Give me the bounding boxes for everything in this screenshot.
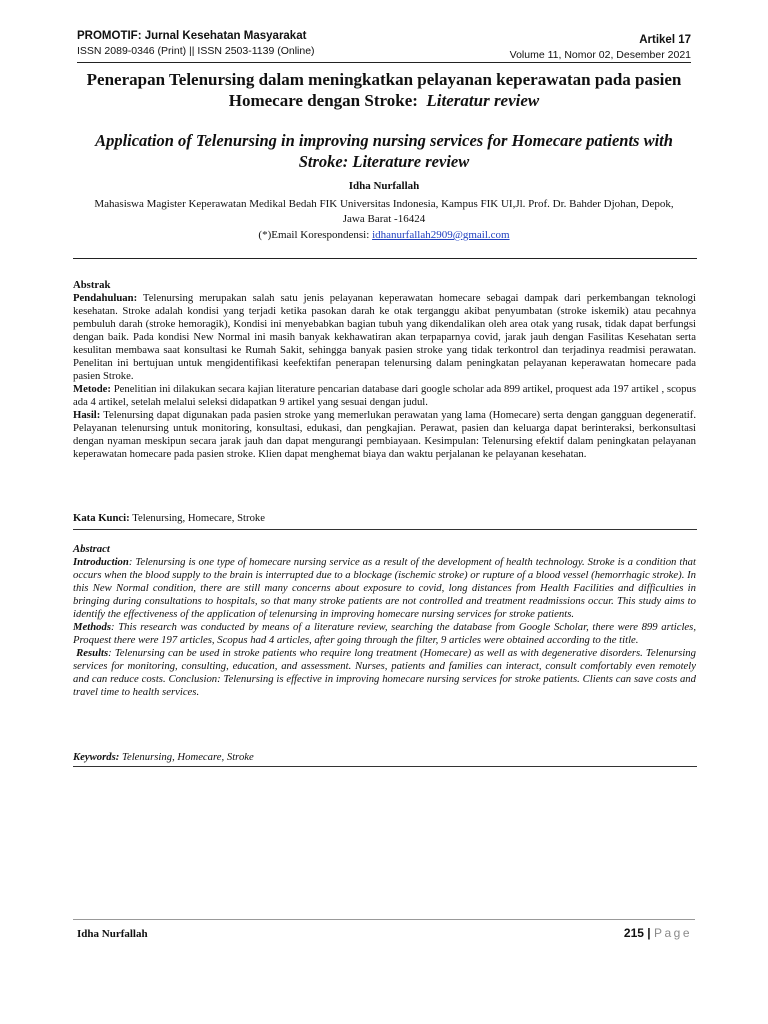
abstrak-heading: Abstrak [73,279,111,291]
journal-name: PROMOTIF: Jurnal Kesehatan Masyarakat [77,30,307,42]
journal-info [77,29,315,59]
keywords-indonesian [73,512,696,525]
abstrak-pendahuluan [73,292,696,383]
abstract-indonesian [73,279,696,461]
header-divider [77,62,691,63]
page-separator: | [647,926,651,940]
page-number [624,926,692,940]
email-link[interactable]: idhanurfallah2909@gmail.com [372,229,510,241]
abstrak-hasil [73,409,696,461]
author-name: Idha Nurfallah [348,180,420,192]
introduction-text: : Telenursing is one type of homecare nursing service as a result of the development of health technology. Stroke is a condition that occurs when the blood supply to the brain is interrupted due to a blockage (ischemic stroke) or rupture of a blood vessel (hemorrhagic stroke). In this New Normal condition, there are still many concerns about exposure to covid, long distances from Health Facilities and difficulties in bringing during consultations to hospitals, so that many stroke patients are not controlled and treatment readmissions occur. This study aims to identify the effectiveness of the application of telenursing in improving homecare nursing services for stroke patients. [73,556,696,620]
kata-kunci-label: Kata Kunci: [73,512,130,524]
methods-label: Methods [73,621,112,633]
pendahuluan-text: Telenursing merupakan salah satu jenis pelayanan keperawatan homecare sebagai dampak dari perkembangan teknologi kesehatan. Stroke adalah kondisi yang terjadi ketika pasokan darah ke otak terganggu akibat penyumbatan (stroke iskemik) atau pecahnya pembuluh darah (stroke hemoragik), Kondisi ini menyebabkan bagian tubuh yang dikendalikan oleh area otak yang rusak, tidak dapat berfungsi dengan baik. Pada kondisi New Normal ini masih banyak kekhawatiran akan terpaparnya covid, jarak jauh dengan Fasilitas Kesehatan serta kesulitan membawa saat konsultasi ke Rumah Sakit, sehingga banyak pasien stroke yang tidak terkontrol dan terjadinya readmisi perawatan. Penelitan ini bertujuan untuk mengidentifikasi keefektifan penerapan telenursing dalam peningkatan pelayanan keperawatan homecare pada pasien Stroke. [73,292,696,382]
metode-text: Penelitian ini dilakukan secara kajian literature pencarian database dari google scholar ada 899 artikel, proquest ada 197 artikel , scopus ada 4 artikel, setelah melalui seleksi didapatkan 9 artikel yang sesuai dengan judul. [73,383,696,408]
abstract-divider [73,766,697,767]
article-number: Artikel 17 [639,34,691,46]
hasil-label: Hasil: [73,409,101,421]
author-affiliation: Mahasiswa Magister Keperawatan Medikal Bedah FIK Universitas Indonesia, Kampus FIK UI,Jl. Prof. Dr. Bahder Djohan, Depok, Jawa Barat -16424 [94,198,674,225]
introduction-label: Introduction [73,556,129,568]
hasil-text: Telenursing dapat digunakan pada pasien stroke yang memerlukan perawatan yang lama (Homecare) serta dengan gangguan degeneratif. Pelayanan telenursing untuk monitoring, konsultasi, edukasi, dan pengkajian. Perawat, pasien dan keluarga dapat berinteraksi, berkonsultasi dengan nyaman meskipun secara jarak jauh dan dapat mengurangi pembiayaan. Kesimpulan: Telenursing efektif dalam peningkatan pelayanan keperawatan homecare pada pasien stroke. Klien dapat menghemat biaya dan waktu perjalanan ke pelayanan kesehatan. [73,409,696,460]
email-prefix: (*)Email Korespondensi: [258,229,373,241]
footer-author: Idha Nurfallah [77,928,148,940]
title-indonesian-tail: Literatur review [426,91,540,110]
abstrak-metode [73,383,696,409]
abstrak-divider [73,529,697,530]
title-english: Application of Telenursing in improving nursing services for Homecare patients with Stroke: Literature review [95,131,673,171]
metode-label: Metode: [73,383,111,395]
title-divider [73,258,697,259]
page-number-value: 215 [623,926,644,940]
correspondence [0,228,768,243]
page-word: Page [653,926,692,940]
title-indonesian [70,69,698,111]
title-indonesian-main: Penerapan Telenursing dalam meningkatkan pelayanan keperawatan pada pasien Homecare dengan Stroke: [86,70,682,110]
footer-divider [73,919,695,920]
issue-info [510,29,691,63]
methods-text: : This research was conducted by means of a literature review, searching the database from Google Scholar, there were 899 articles, Proquest there were 197 articles, Scopus had 4 articles, after going through the filter, 9 articles were obtained according to the title. [73,621,696,646]
keywords-text: Telenursing, Homecare, Stroke [119,751,254,763]
abstract-heading: Abstract [73,543,110,555]
abstract-introduction [73,556,696,621]
abstract-results [73,647,696,699]
results-label: Results [76,647,109,659]
pendahuluan-label: Pendahuluan: [73,292,138,304]
abstract-english [73,543,696,699]
journal-issn: ISSN 2089-0346 (Print) || ISSN 2503-1139 (Online) [77,45,315,57]
keywords-label: Keywords: [73,751,120,763]
abstract-methods [73,621,696,647]
kata-kunci-text: Telenursing, Homecare, Stroke [129,512,265,524]
results-text: : Telenursing can be used in stroke patients who require long treatment (Homecare) as well as with degenerative disorders. Telenursing services for monitoring, consulting, education, and assessment. Nurses, patients and families can interact, consult comfortably even remotely and can reduce costs. Conclusion: Telenursing is effective in improving homecare nursing services for stroke patients. Clients can save costs and travel time to health services. [73,647,696,698]
volume-issue: Volume 11, Nomor 02, Desember 2021 [509,49,691,61]
keywords-english [73,751,696,764]
